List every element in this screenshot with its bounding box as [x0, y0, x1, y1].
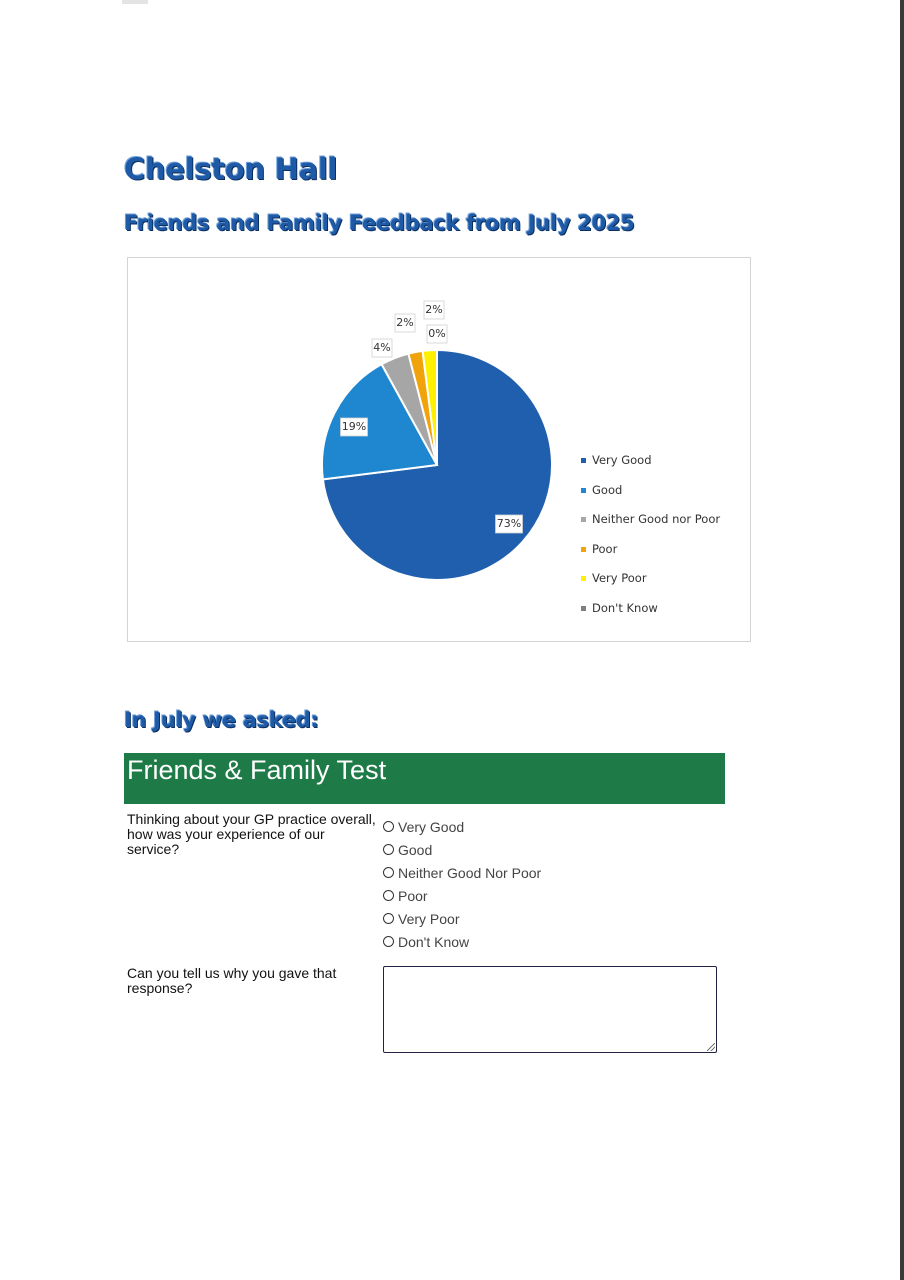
data-label [427, 325, 447, 343]
legend-item [581, 512, 720, 542]
form-banner: Friends & Family Test [124, 753, 725, 804]
page-edge [900, 0, 904, 1280]
legend-swatch [581, 458, 586, 463]
legend-item [581, 542, 720, 572]
data-label [496, 515, 523, 533]
radio-button[interactable] [383, 890, 394, 901]
option-very-good[interactable] [383, 815, 541, 838]
legend-swatch [581, 606, 586, 611]
option-poor[interactable] [383, 884, 541, 907]
data-label [341, 418, 368, 436]
response-textarea[interactable] [383, 966, 717, 1053]
svg-text:0%: 0% [428, 327, 446, 340]
legend-item [581, 601, 720, 631]
legend-item [581, 483, 720, 513]
resize-grip-icon[interactable] [707, 1043, 715, 1051]
option-good[interactable] [383, 838, 541, 861]
svg-text:2%: 2% [396, 316, 414, 329]
question-reason: Can you tell us why you gave that response? [127, 965, 337, 996]
radio-button[interactable] [383, 936, 394, 947]
option-dont-know[interactable] [383, 930, 541, 953]
legend-label: Good [592, 482, 623, 497]
option-label: Neither Good Nor Poor [398, 864, 542, 881]
svg-text:73%: 73% [496, 517, 522, 530]
legend-label: Very Good [592, 453, 652, 467]
option-label: Good [398, 841, 433, 858]
radio-button[interactable] [383, 844, 394, 855]
radio-button[interactable] [383, 913, 394, 924]
chart-legend [581, 453, 720, 630]
option-very-poor[interactable] [383, 907, 541, 930]
svg-text:4%: 4% [373, 341, 391, 354]
rating-options [383, 815, 541, 953]
scan-artifact [122, 0, 148, 4]
legend-item [581, 453, 720, 483]
data-label [424, 301, 444, 319]
svg-text:2%: 2% [425, 303, 443, 316]
option-label: Poor [398, 887, 428, 904]
legend-label: Neither Good nor Poor [592, 512, 721, 526]
option-label: Don't Know [398, 933, 470, 950]
data-label [395, 314, 415, 332]
radio-button[interactable] [383, 821, 394, 832]
legend-label: Poor [592, 541, 618, 556]
legend-item [581, 571, 720, 601]
pie-chart-frame [127, 257, 751, 642]
question-experience: Thinking about your GP practice overall, how was your experience of our service? [127, 811, 376, 857]
legend-label: Very Poor [592, 571, 647, 585]
section-heading: In July we asked: [124, 708, 319, 732]
radio-button[interactable] [383, 867, 394, 878]
svg-text:19%: 19% [341, 420, 367, 433]
option-label: Very Good [398, 818, 465, 835]
chart-heading: Friends and Family Feedback from July 2025 [124, 211, 635, 235]
page-title: Chelston Hall [124, 152, 338, 186]
legend-label: Don't Know [592, 600, 658, 615]
legend-swatch [581, 576, 586, 581]
option-label: Very Poor [398, 910, 460, 927]
option-neither[interactable] [383, 861, 541, 884]
legend-swatch [581, 517, 586, 522]
legend-swatch [581, 488, 586, 493]
data-label [372, 339, 392, 357]
legend-swatch [581, 547, 586, 552]
